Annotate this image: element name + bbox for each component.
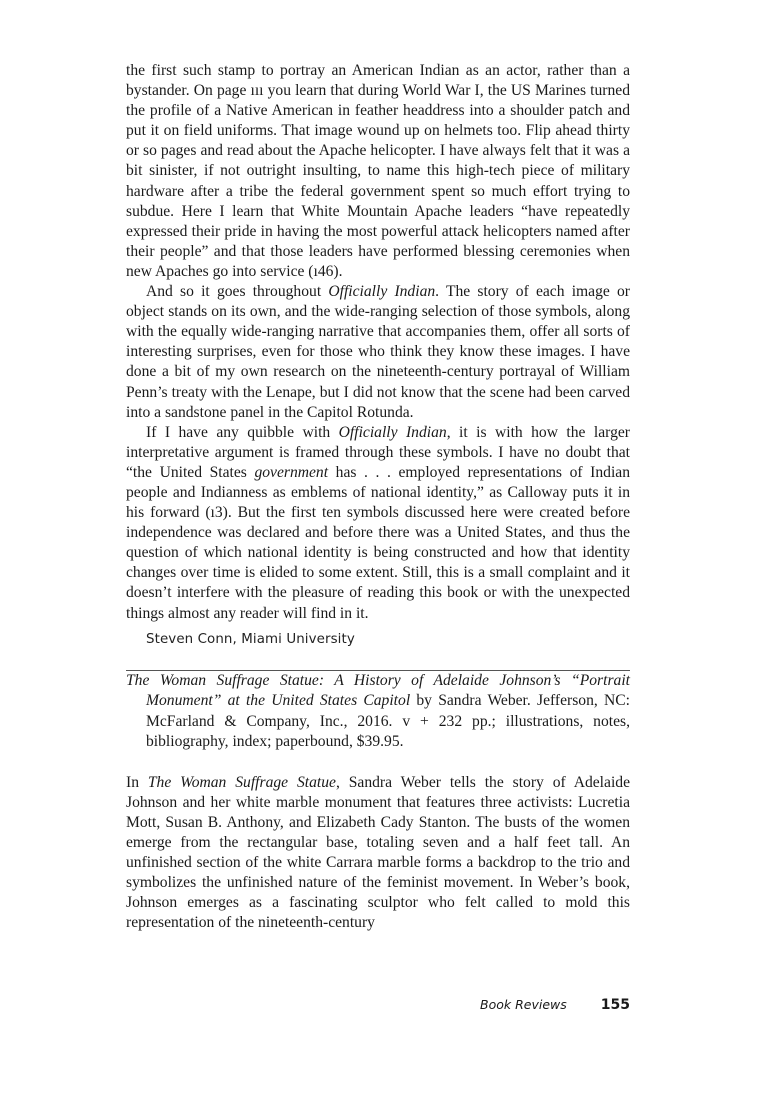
text-run: In bbox=[126, 773, 148, 791]
paragraph bbox=[126, 423, 630, 624]
text-run: the first such stamp to portray an American Indian as an actor, rather than a bystander. On page ııı you learn that during World War I, the US Marines turned the profile of a Native American in feather headdress into a shoulder patch and put it on field uniforms. That image wound up on helmets too. Flip ahead thirty or so pages and read about the Apache helicopter. I have always felt that it was a bit sinister, if not outright insulting, to name this high-tech piece of military hardware after a tribe the federal government spent so much effort trying to subdue. Here I learn that White Mountain Apache leaders “have repeatedly expressed their pride in having the most powerful attack helicopters named after their people” and that those leaders have performed blessing ceremonies when new Apaches go into service (ı46). bbox=[126, 62, 630, 280]
italic-text: government bbox=[254, 463, 329, 481]
italic-text: The Woman Suffrage Statue: A History of Adelaide Johnson’s “Portrait Monument” at the United States Capitol bbox=[126, 671, 630, 710]
paragraph bbox=[126, 282, 630, 423]
italic-text: Officially Indian bbox=[338, 423, 447, 441]
text-run: , it is with how the larger interpretative argument is framed through these symbols. I have no doubt that “the United States bbox=[126, 423, 630, 481]
review-officially-indian bbox=[126, 61, 630, 650]
running-head: Book Reviews bbox=[480, 997, 567, 1012]
page-body bbox=[126, 61, 630, 933]
paragraph bbox=[126, 61, 630, 282]
italic-text: The Woman Suffrage Statue bbox=[147, 773, 336, 791]
text-run: . The story of each image or object stands on its own, and the wide-ranging selection of those symbols, along with the equally wide-ranging narrative that accompanies them, offer all sorts of interesting surprises, even for those who think they know these images. I have done a bit of my own research on the nineteenth-century portrayal of William Penn’s treaty with the Lenape, but I did not know that the scene had been carved into a sandstone panel in the Capitol Rotunda. bbox=[126, 283, 630, 421]
page-footer bbox=[126, 997, 630, 1013]
text-run: If I have any quibble with bbox=[146, 423, 339, 441]
page-number: 155 bbox=[600, 997, 630, 1013]
text-run: , Sandra Weber tells the story of Adelaide Johnson and her white marble monument that features three activists: Lucretia Mott, Susan B. Anthony, and Elizabeth Cady Stanton. The busts of the women emerge from the rectangular base, totaling seven and a half feet tall. An unfinished section of the white Carrara marble forms a backdrop to the trio and symbolizes the unfinished nature of the feminist movement. In Weber’s book, Johnson emerges as a fascinating sculptor who felt called to mold this representation of the nineteenth-century bbox=[126, 773, 630, 932]
italic-text: Officially Indian bbox=[328, 283, 436, 301]
book-citation bbox=[126, 671, 630, 753]
text-run: by Sandra Weber. Jefferson, NC: McFarland & Company, Inc., 2016. v + 232 pp.; illustrations, notes, bibliography, index; paperbound, $39.95. bbox=[146, 692, 630, 751]
reviewer-signature: Steven Conn, Miami University bbox=[146, 631, 355, 647]
text-run: has . . . employed representations of Indian people and Indianness as emblems of national identity,” as Calloway puts it in his forward (ı3). But the first ten symbols discussed here were created before independence was declared and before there was a United States, and thus the question of which national identity is being constructed and how that identity changes over time is elided to some extent. Still, this is a small complaint and it doesn’t interfere with the pleasure of reading this book or with the unexpected things almost any reader will find in it. bbox=[126, 463, 630, 622]
paragraph bbox=[126, 773, 630, 934]
review-woman-suffrage-statue bbox=[126, 671, 630, 934]
text-run: And so it goes throughout bbox=[146, 283, 329, 301]
